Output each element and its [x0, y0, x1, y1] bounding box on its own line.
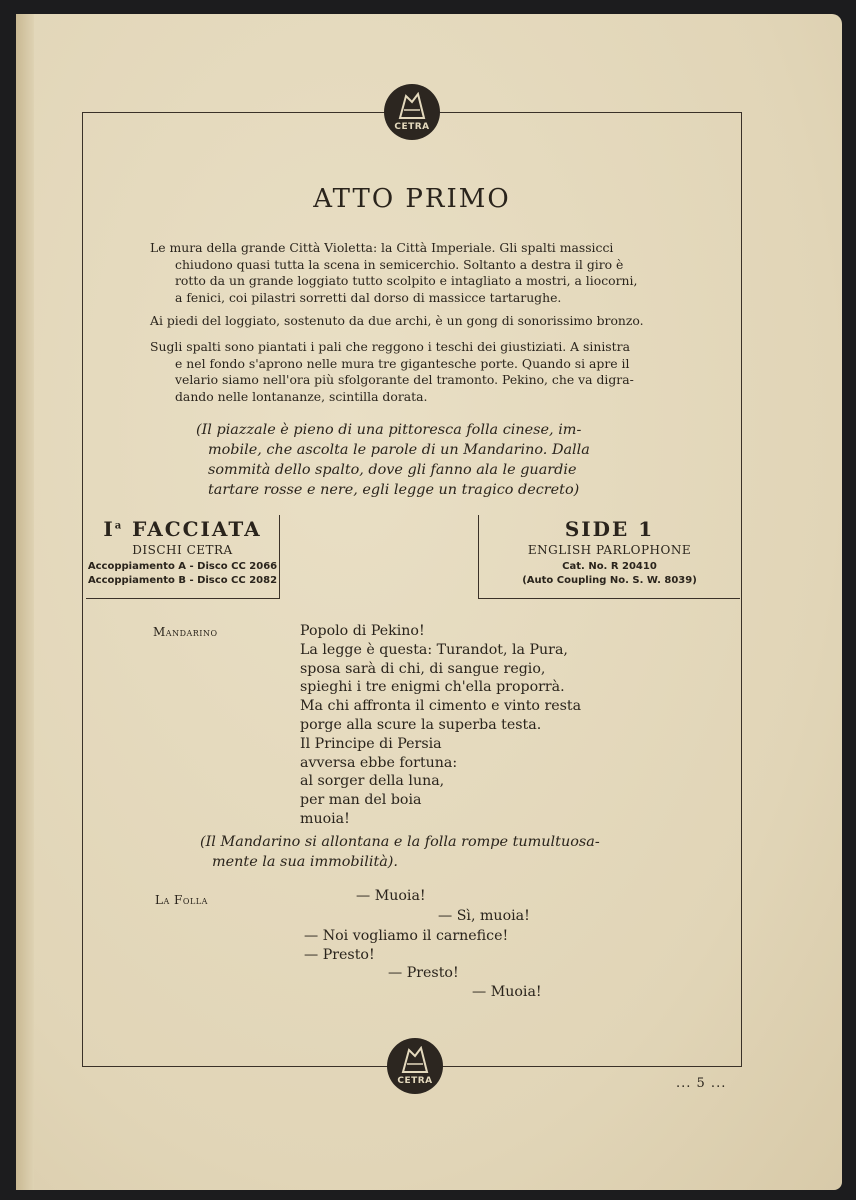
stage-direction-line: (Il piazzale è pieno di una pittoresca folla cinese, im- — [196, 422, 582, 438]
stage-direction-line: mobile, che ascolta le parole di un Mandarino. Dalla — [208, 442, 590, 458]
cetra-emblem-icon — [394, 92, 430, 122]
side-right-box — [478, 515, 740, 599]
side-left-subtitle: DISCHI CETRA — [132, 543, 233, 557]
cetra-logo-label: CETRA — [394, 122, 430, 132]
verse-line: Ma chi affronta il cimento e vinto resta — [300, 698, 582, 715]
verse-line: sposa sarà di chi, di sangue regio, — [300, 660, 546, 677]
folla-line: — Muoia! — [356, 888, 426, 904]
paragraph-line: e nel fondo s'aprono nelle mura tre gigantesche porte. Quando si apre il — [175, 355, 630, 371]
scene-paragraph-1 — [150, 240, 678, 306]
verse-line: porge alla scure la superba testa. — [300, 716, 542, 733]
scene-paragraph-2 — [150, 313, 678, 330]
speaker-mandarino: Mandarino — [153, 625, 218, 639]
speaker-la-folla: La Folla — [155, 893, 208, 907]
folla-line: — Sì, muoia! — [438, 908, 530, 924]
verse-line: muoia! — [300, 810, 350, 827]
folla-line: — Noi vogliamo il carnefice! — [304, 928, 509, 944]
folla-line: — Muoia! — [472, 984, 542, 1000]
cetra-logo-bottom — [387, 1038, 443, 1094]
page-number: ... 5 ... — [676, 1076, 727, 1091]
stage-direction-line: (Il Mandarino si allontana e la folla rompe tumultuosa- — [200, 834, 600, 850]
stage-direction-line: tartare rosse e nere, egli legge un tragico decreto) — [208, 482, 580, 498]
paragraph-line: chiudono quasi tutta la scena in semicerchio. Soltanto a destra il giro è — [175, 256, 624, 272]
verse-line: per man del boia — [300, 792, 422, 809]
stage-direction-2 — [200, 832, 650, 872]
paragraph-line: Le mura della grande Città Violetta: la Città Imperiale. Gli spalti massicci — [150, 240, 614, 255]
coupling-b: Accoppiamento B - Disco CC 2082 — [87, 575, 278, 586]
cetra-emblem-icon — [397, 1046, 433, 1076]
act-title: ATTO PRIMO — [313, 184, 511, 214]
stage-direction-1 — [196, 420, 646, 500]
side-right-heading: SIDE 1 — [564, 517, 655, 541]
verse-line: Il Principe di Persia — [300, 735, 442, 752]
side-right-subtitle: ENGLISH PARLOPHONE — [527, 543, 692, 557]
folla-line: — Presto! — [388, 965, 459, 981]
coupling-a: Accoppiamento A - Disco CC 2066 — [87, 561, 278, 572]
paragraph-line: Sugli spalti sono piantati i pali che reggono i teschi dei giustiziati. A sinistra — [150, 339, 630, 354]
cetra-logo-top — [384, 84, 440, 140]
paragraph-line: a fenici, coi pilastri sorretti dal dorso di massicce tartarughe. — [175, 289, 562, 305]
stage-direction-line: sommità dello spalto, dove gli fanno ala le guardie — [208, 462, 577, 478]
verse-line: avversa ebbe fortuna: — [300, 754, 458, 771]
cetra-logo-label: CETRA — [397, 1076, 433, 1086]
auto-coupling: (Auto Coupling No. S. W. 8039) — [522, 575, 697, 586]
side-left-box — [86, 515, 280, 599]
verse-line: La legge è questa: Turandot, la Pura, — [300, 641, 568, 658]
book-spine — [16, 14, 34, 1190]
paragraph-line: velario siamo nell'ora più sfolgorante del tramonto. Pekino, che va digra- — [175, 372, 634, 387]
scene-paragraph-3 — [150, 339, 678, 405]
verse-line: Popolo di Pekino! — [300, 623, 425, 639]
stage-direction-line: mente la sua immobilità). — [212, 854, 398, 870]
mandarino-verse — [300, 622, 581, 829]
verse-line: al sorger della luna, — [300, 773, 445, 790]
paragraph-line: rotto da un grande loggiato tutto scolpito e intagliato a mostri, a liocorni, — [175, 273, 638, 288]
paragraph-line: Ai piedi del loggiato, sostenuto da due archi, è un gong di sonorissimo bronzo. — [150, 313, 644, 328]
verse-line: spieghi i tre enigmi ch'ella proporrà. — [300, 679, 565, 696]
paragraph-line: dando nelle lontananze, scintilla dorata. — [175, 388, 428, 404]
side-left-details — [86, 560, 279, 588]
side-left-heading: $I^a$ FACCIATA — [103, 517, 262, 541]
catalog-number: Cat. No. R 20410 — [562, 561, 657, 572]
side-right-details — [479, 560, 740, 588]
folla-line: — Presto! — [304, 947, 375, 963]
